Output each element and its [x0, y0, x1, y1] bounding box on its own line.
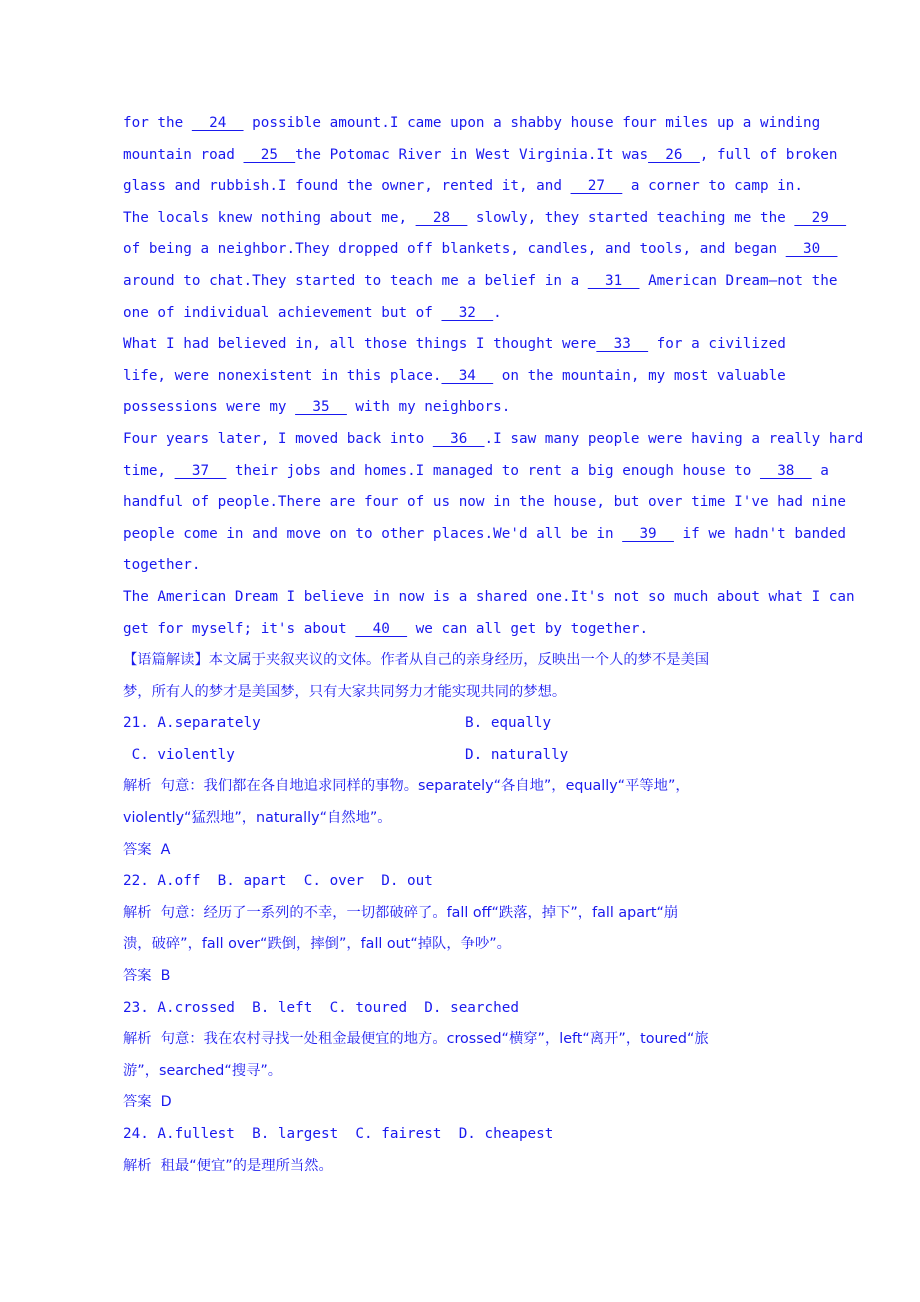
passage-text: What I had believed in, all those things I thought were	[123, 336, 597, 353]
passage-line	[123, 519, 847, 551]
passage-text: around to chat.They started to teach me a belief in a	[123, 272, 588, 289]
q21-option-a: 21. A.separately	[123, 715, 261, 732]
passage-text: a corner to camp in.	[622, 178, 804, 195]
passage-text: their jobs and homes.I managed to rent a big enough house to	[226, 462, 760, 479]
passage-text: we can all get by together.	[407, 620, 649, 637]
passage-line	[123, 171, 843, 203]
passage-line	[123, 266, 843, 298]
passage-line	[123, 392, 843, 424]
passage-text: one of individual achievement but of	[123, 304, 442, 321]
passage-text: get for myself; it's about	[123, 620, 356, 637]
passage-text: for the	[123, 115, 192, 131]
blank-number: __24__	[191, 115, 244, 131]
passage-text: handful of people.There are four of us now in the house, but over time I've had nine	[123, 494, 847, 511]
blank-number: __29__	[794, 209, 847, 226]
passage-line	[123, 550, 843, 582]
passage-line	[123, 424, 864, 456]
q22-explanation-2: 溃，破碎”，fall over“跌倒，摔倒”，fall out“掉队，争吵”。	[123, 936, 511, 953]
passage-text: the Potomac River in West Virginia.It was	[295, 146, 649, 163]
analysis-line-2: 梦，所有人的梦才是美国梦，只有大家共同努力才能实现共同的梦想。	[123, 683, 567, 700]
passage-line	[123, 487, 847, 519]
passage-line	[123, 140, 843, 172]
q21-options-row-2	[123, 740, 843, 772]
blank-number: __34__	[441, 367, 494, 384]
blank-number: __36__	[432, 430, 485, 447]
q21-option-b: B. equally	[465, 715, 552, 732]
passage-text: mountain road	[123, 146, 244, 163]
blank-number: __33__	[596, 336, 649, 353]
q21-options-row-1	[123, 708, 843, 740]
analysis-line-1: 【语篇解读】本文属于夹叙夹议的文体。作者从自己的亲身经历，反映出一个人的梦不是美国	[123, 652, 710, 669]
q23-answer: 答案 D	[123, 1094, 172, 1111]
passage-line	[123, 456, 843, 488]
passage-text: on the mountain, my most valuable	[493, 367, 786, 384]
q21-option-d: D. naturally	[465, 746, 569, 763]
passage-text: .	[493, 304, 502, 321]
passage-text: .I saw many people were having a really hard	[484, 430, 864, 447]
passage-line	[123, 614, 843, 646]
blank-number: __28__	[415, 209, 468, 226]
passage-text: The American Dream I believe in now is a shared one.It's not so much about what I can	[123, 588, 855, 605]
q22-explanation-1: 解析 句意：经历了一系列的不幸，一切都破碎了。fall off“跌落，掉下”，fall apart“崩	[123, 904, 679, 921]
blank-number: __26__	[648, 146, 700, 163]
q23-explanation-1: 解析 句意：我在农村寻找一处租金最便宜的地方。crossed“横穿”，left“离开”，toured“旅	[123, 1031, 709, 1048]
document-page	[123, 108, 864, 1182]
passage-line	[123, 329, 843, 361]
q21-option-c: C. violently	[123, 746, 235, 763]
q21-answer: 答案 A	[123, 841, 171, 858]
passage-line	[123, 203, 847, 235]
passage-line	[123, 582, 855, 614]
passage	[123, 108, 864, 645]
blank-number: __31__	[587, 272, 640, 289]
blank-number: __30__	[785, 241, 838, 258]
passage-text: together.	[123, 557, 201, 574]
passage-text: glass and rubbish.I found the owner, rented it, and	[123, 178, 571, 195]
passage-text: , full of broken	[699, 146, 838, 163]
passage-text: for a civilized	[648, 336, 786, 353]
blank-number: __25__	[243, 146, 296, 163]
blank-number: __40__	[355, 620, 408, 637]
blank-number: __39__	[622, 525, 674, 542]
q23-options: 23. A.crossed B. left C. toured D. searched	[123, 999, 519, 1016]
passage-text: people come in and move on to other places.We'd all be in	[123, 525, 623, 542]
passage-text: life, were nonexistent in this place.	[123, 367, 442, 384]
blank-number: __37__	[174, 462, 227, 479]
passage-text: American Dream—not the	[639, 272, 838, 289]
passage-text: slowly, they started teaching me the	[467, 209, 795, 226]
blank-number: __38__	[759, 462, 812, 479]
q22-options: 22. A.off B. apart C. over D. out	[123, 873, 433, 890]
passage-text: possible amount.I came upon a shabby house four miles up a winding	[243, 115, 821, 131]
passage-text: a	[811, 462, 829, 479]
passage-text: of being a neighbor.They dropped off blankets, candles, and tools, and began	[123, 241, 786, 258]
q22-answer: 答案 B	[123, 968, 171, 985]
passage-text: The locals knew nothing about me,	[123, 209, 416, 226]
passage-text: possessions were my	[123, 399, 296, 416]
passage-text: Four years later, I moved back into	[123, 430, 433, 447]
passage-line	[123, 234, 843, 266]
q23-explanation-2: 游”，searched“搜寻”。	[123, 1062, 283, 1079]
passage-text: with my neighbors.	[346, 399, 511, 416]
blank-number: __32__	[441, 304, 494, 321]
q24-options: 24. A.fullest B. largest C. fairest D. cheapest	[123, 1126, 554, 1142]
q21-explanation-1: 解析 句意：我们都在各自地追求同样的事物。separately“各自地”，equally“平等地”，	[123, 778, 690, 795]
passage-text: time,	[123, 462, 175, 479]
passage-line	[123, 108, 843, 140]
passage-line	[123, 361, 843, 393]
q24-explanation-1: 解析 租最“便宜”的是理所当然。	[123, 1157, 333, 1174]
blank-number: __35__	[295, 399, 347, 416]
blank-number: __27__	[570, 178, 623, 195]
passage-text: if we hadn't banded	[673, 525, 847, 542]
passage-line	[123, 298, 843, 330]
q21-explanation-2: violently“猛烈地”，naturally“自然地”。	[123, 810, 392, 827]
